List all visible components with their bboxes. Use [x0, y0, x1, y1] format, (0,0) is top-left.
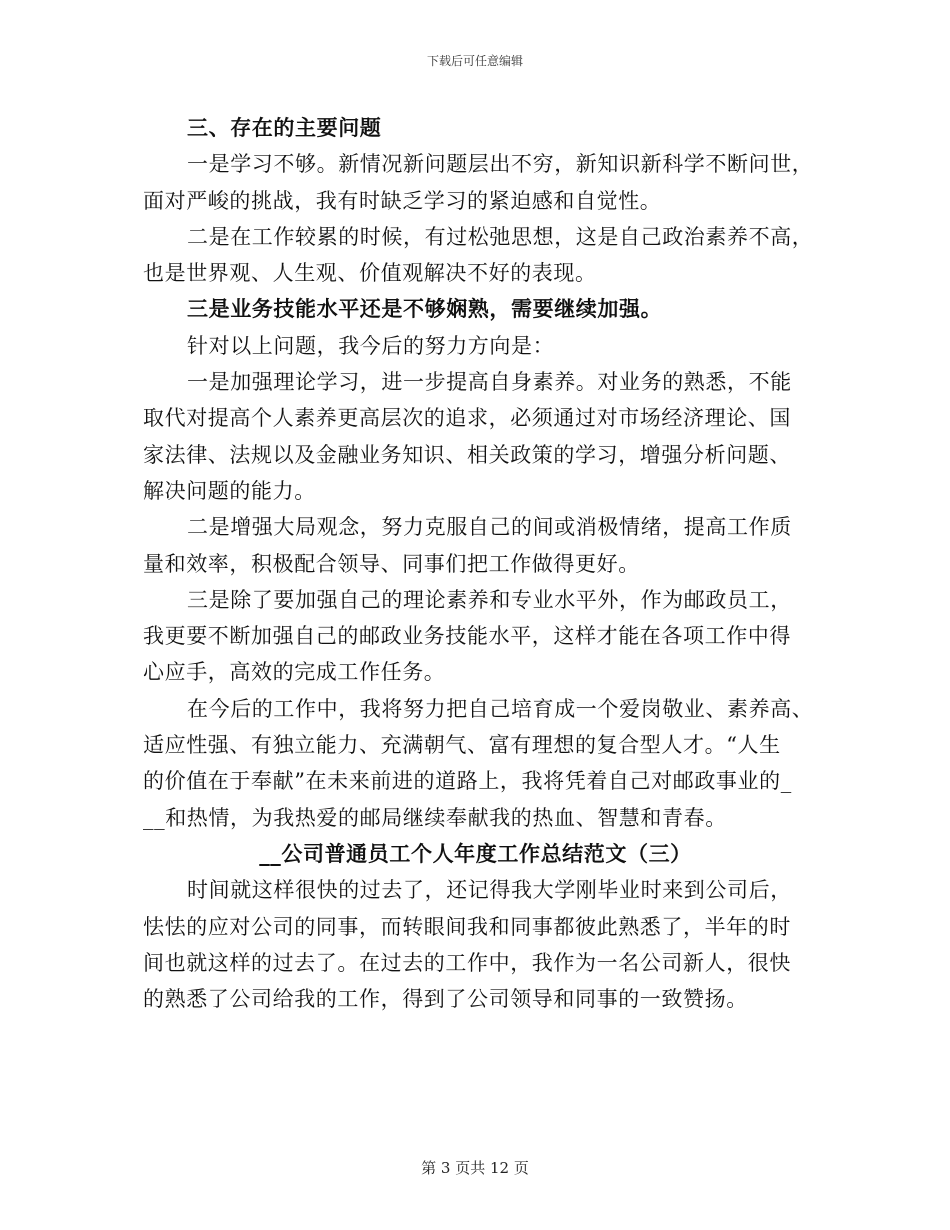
paragraph-line: 的价值在于奉献”在未来前进的道路上，我将凭着自己对邮政事业的_	[143, 769, 792, 794]
paragraph-line: 时间就这样很快的过去了，还记得我大学刚毕业时来到公司后，	[187, 878, 792, 903]
paragraph-line: 间也就这样的过去了。在过去的工作中，我作为一名公司新人，很快	[143, 950, 791, 975]
paragraph-line: 解决问题的能力。	[143, 478, 316, 503]
paragraph-line: 心应手，高效的完成工作任务。	[143, 660, 446, 685]
paragraph-line: 量和效率，积极配合领导、同事们把工作做得更好。	[143, 551, 640, 576]
paragraph-line: 面对严峻的挑战，我有时缺乏学习的紧迫感和自觉性。	[143, 188, 662, 213]
paragraph-line: 二是增强大局观念，努力克服自己的间或消极情绪，提高工作质	[187, 515, 792, 540]
paragraph-line: 也是世界观、人生观、价值观解决不好的表现。	[143, 261, 597, 286]
paragraph-line: 在今后的工作中，我将努力把自己培育成一个爱岗敬业、素养高、	[187, 696, 814, 721]
section-heading: 三、存在的主要问题	[187, 115, 382, 140]
bold-paragraph-line: 三是业务技能水平还是不够娴熟，需要继续加强。	[187, 296, 663, 322]
paragraph-line: 三是除了要加强自己的理论素养和专业水平外，作为邮政员工，	[187, 587, 792, 612]
paragraph-line: 一是学习不够。新情况新问题层出不穷，新知识新科学不断问世，	[187, 152, 814, 177]
document-body	[143, 110, 814, 1017]
article-title: __公司普通员工个人年度工作总结范文（三）	[259, 840, 692, 866]
paragraph-line: 一是加强理论学习，进一步提高自身素养。对业务的熟悉，不能	[187, 370, 792, 395]
page-footer: 第 3 页共 12 页	[421, 1159, 529, 1177]
page-header: 下载后可任意编辑	[426, 54, 523, 68]
paragraph-line: 的熟悉了公司给我的工作，得到了公司领导和同事的一致赞扬。	[143, 987, 748, 1012]
paragraph-line: 家法律、法规以及金融业务知识、相关政策的学习，增强分析问题、	[143, 442, 791, 467]
paragraph-line: __和热情，为我热爱的邮局继续奉献我的热血、智慧和青春。	[143, 805, 727, 830]
paragraph-line: 怯怯的应对公司的同事，而转眼间我和同事都彼此熟悉了，半年的时	[143, 914, 791, 939]
paragraph-line: 取代对提高个人素养更高层次的追求，必须通过对市场经济理论、国	[143, 406, 791, 431]
paragraph-line: 适应性强、有独立能力、充满朝气、富有理想的复合型人才。“人生	[143, 733, 781, 758]
paragraph-line: 二是在工作较累的时候，有过松弛思想，这是自己政治素养不高，	[187, 224, 814, 249]
paragraph-line: 针对以上问题，我今后的努力方向是：	[187, 333, 555, 358]
paragraph-line: 我更要不断加强自己的邮政业务技能水平，这样才能在各项工作中得	[143, 624, 791, 649]
